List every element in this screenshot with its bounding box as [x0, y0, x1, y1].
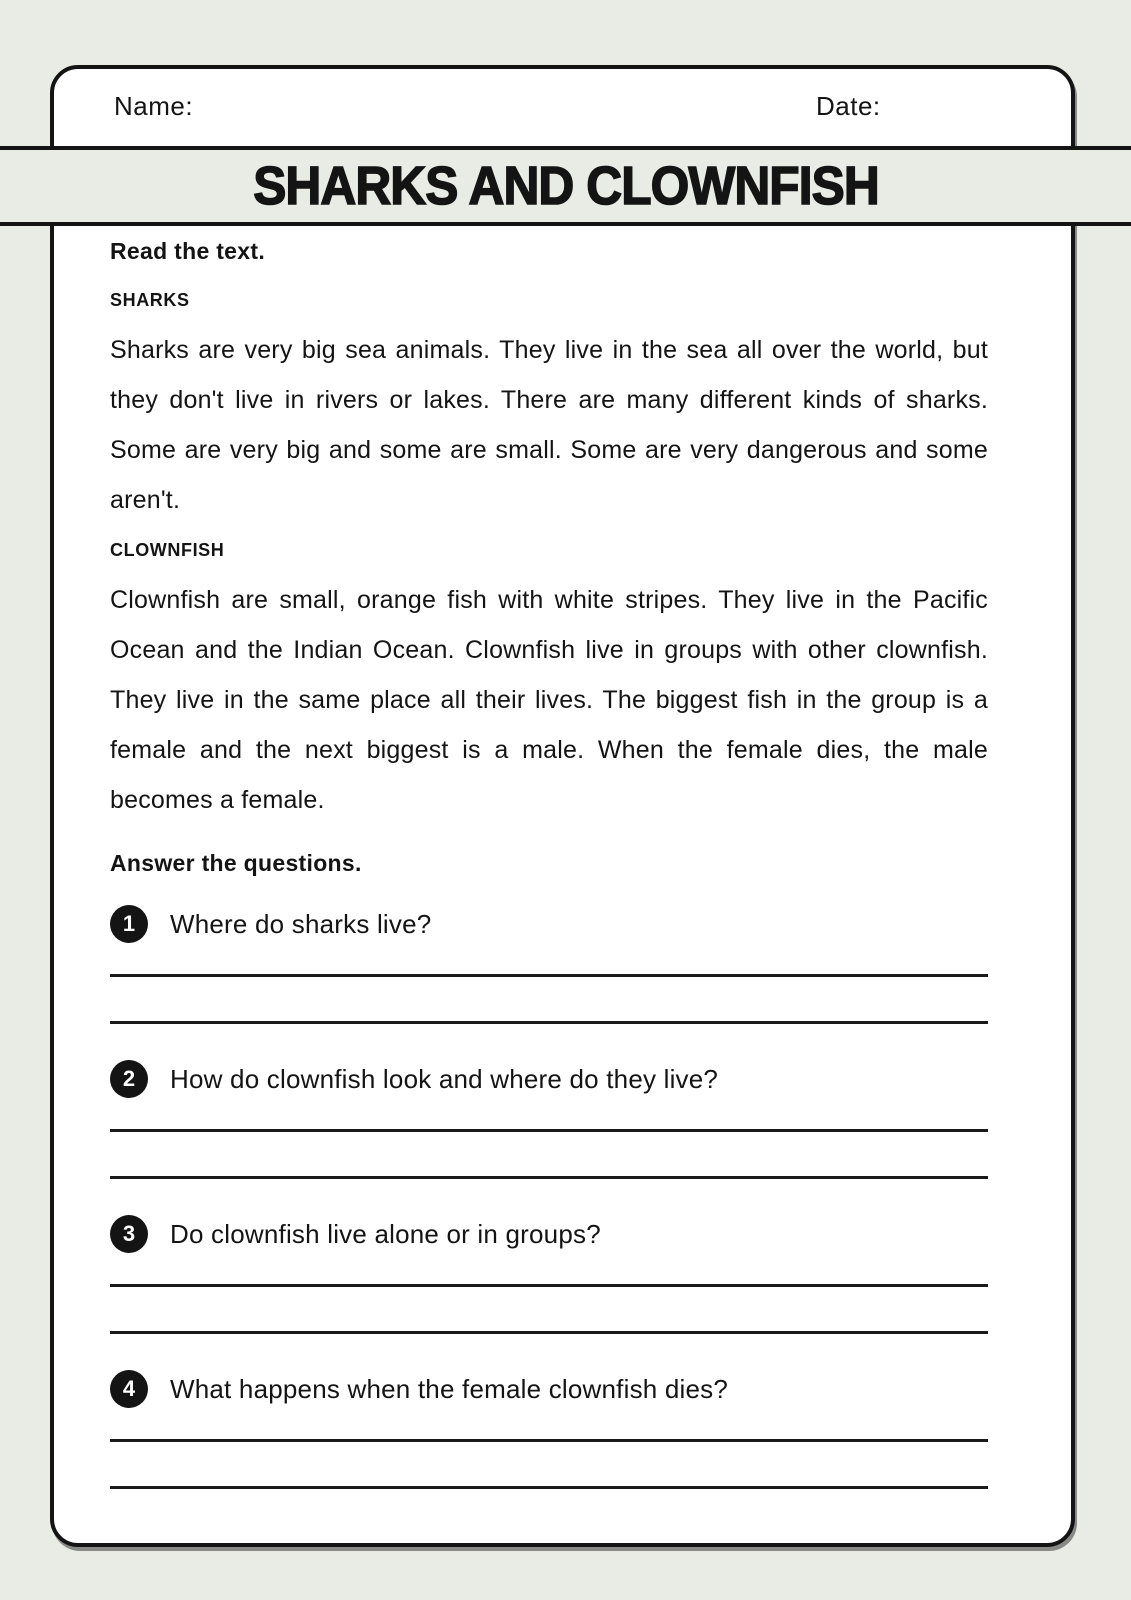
- question-block-2: [110, 1060, 988, 1179]
- question-text-1: Where do sharks live?: [170, 908, 432, 939]
- name-field[interactable]: [209, 89, 749, 123]
- answer-line-3-1[interactable]: [110, 1284, 988, 1287]
- passage-heading-clownfish: CLOWNFISH: [110, 540, 225, 560]
- question-text-2: How do clownfish look and where do they live?: [170, 1063, 719, 1094]
- answer-line-1-1[interactable]: [110, 974, 988, 977]
- question-number-badge-2: 2: [110, 1060, 148, 1098]
- answer-line-3-2[interactable]: [110, 1331, 988, 1334]
- question-block-3: [110, 1215, 988, 1334]
- question-text-4: What happens when the female clownfish dies?: [170, 1373, 729, 1404]
- passage-text-sharks: Sharks are very big sea animals. They live in the sea all over the world, but they don't live in rivers or lakes. There are many different kinds of sharks. Some are very big and some are small. Some are very dangerous and some aren't.: [110, 336, 988, 514]
- name-label: Name:: [114, 91, 194, 121]
- page-title: SHARKS AND CLOWNFISH: [252, 156, 879, 216]
- title-band: [0, 146, 1131, 226]
- question-block-4: [110, 1370, 988, 1489]
- answer-line-2-1[interactable]: [110, 1129, 988, 1132]
- question-row-2: [110, 1060, 988, 1098]
- date-field[interactable]: [892, 89, 1072, 123]
- passage-heading-sharks: SHARKS: [110, 290, 190, 310]
- worksheet-content: [110, 237, 988, 1489]
- question-row-3: [110, 1215, 988, 1253]
- answer-line-1-2[interactable]: [110, 1021, 988, 1024]
- answer-line-2-2[interactable]: [110, 1176, 988, 1179]
- answer-line-4-2[interactable]: [110, 1486, 988, 1489]
- passage-text-clownfish: Clownfish are small, orange fish with white stripes. They live in the Pacific Ocean and the Indian Ocean. Clownfish live in groups with other clownfish. They live in the same place all their lives. The biggest fish in the group is a female and the next biggest is a male. When the female dies, the male becomes a female.: [110, 586, 988, 814]
- answer-instruction: Answer the questions.: [110, 850, 362, 876]
- question-number-badge-1: 1: [110, 905, 148, 943]
- question-text-3: Do clownfish live alone or in groups?: [170, 1218, 601, 1249]
- answer-line-4-1[interactable]: [110, 1439, 988, 1442]
- read-instruction: Read the text.: [110, 238, 266, 264]
- question-number-badge-3: 3: [110, 1215, 148, 1253]
- question-block-1: [110, 905, 988, 1024]
- question-number-badge-4: 4: [110, 1370, 148, 1408]
- question-row-1: [110, 905, 988, 943]
- date-label: Date:: [816, 91, 881, 121]
- worksheet-card: [50, 65, 1075, 1547]
- question-row-4: [110, 1370, 988, 1408]
